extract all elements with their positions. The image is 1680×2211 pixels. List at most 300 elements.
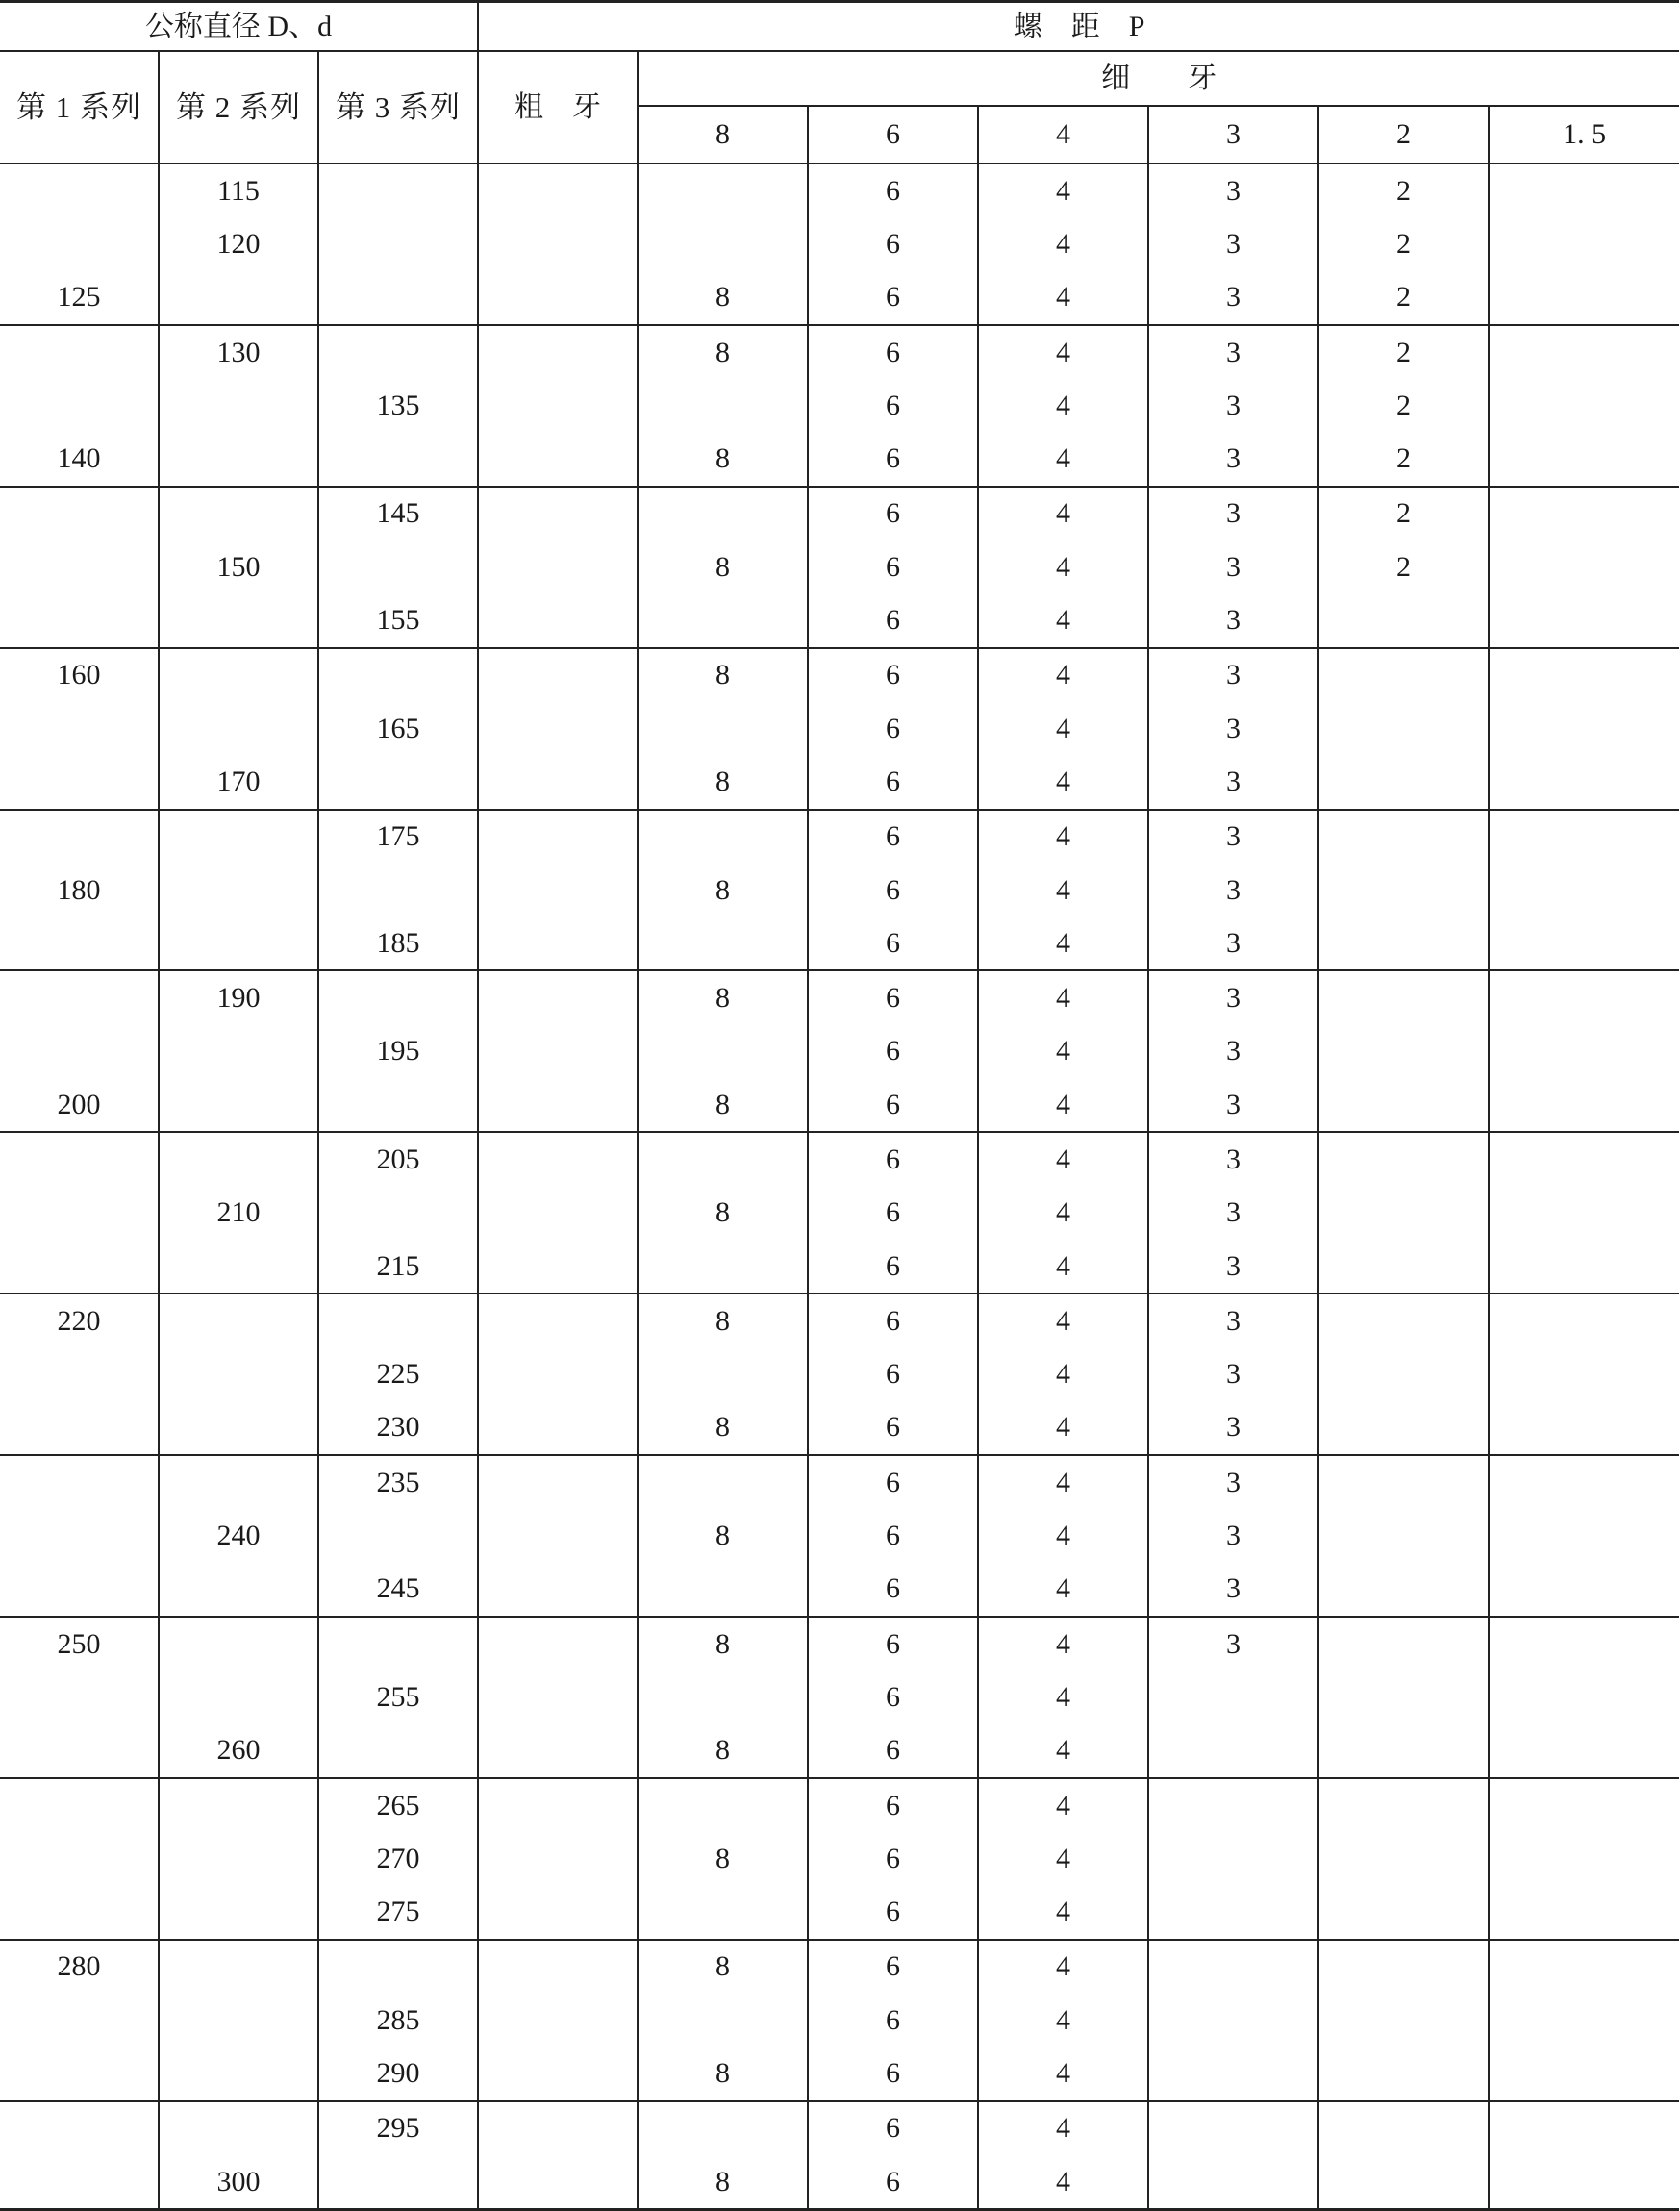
series-3-cell: 290 <box>318 2047 478 2100</box>
series-3-cell: 145 <box>318 487 478 540</box>
fine-4-cell: 4 <box>978 1025 1148 1078</box>
fine-1-5-cell <box>1489 2155 1679 2210</box>
fine-2-cell <box>1318 1617 1489 1671</box>
coarse-cell <box>478 1348 638 1401</box>
fine-1-5-cell <box>1489 917 1679 970</box>
series-2-cell: 170 <box>159 755 318 809</box>
fine-8-cell: 8 <box>638 864 808 917</box>
fine-8-cell: 8 <box>638 1187 808 1240</box>
fine-6-cell: 6 <box>808 1025 978 1078</box>
fine-8-cell: 8 <box>638 1832 808 1885</box>
fine-4-cell: 4 <box>978 1348 1148 1401</box>
fine-2-cell <box>1318 1940 1489 1994</box>
series-1-cell: 160 <box>0 648 159 702</box>
fine-3-cell: 3 <box>1148 271 1318 325</box>
series-3-cell <box>318 271 478 325</box>
fine-6-cell: 6 <box>808 217 978 270</box>
fine-6-cell: 6 <box>808 917 978 970</box>
series-3-cell: 295 <box>318 2101 478 2155</box>
table-row <box>0 2047 1679 2100</box>
series-2-cell <box>159 593 318 647</box>
fine-2-cell <box>1318 1455 1489 1509</box>
coarse-cell <box>478 864 638 917</box>
fine-3-cell: 3 <box>1148 864 1318 917</box>
fine-4-cell: 4 <box>978 702 1148 755</box>
coarse-cell <box>478 487 638 540</box>
table-row <box>0 163 1679 217</box>
series-1-cell <box>0 1132 159 1186</box>
fine-6-cell: 6 <box>808 1348 978 1401</box>
fine-2-cell <box>1318 917 1489 970</box>
series-1-cell <box>0 702 159 755</box>
series-3-cell <box>318 1187 478 1240</box>
fine-1-5-cell <box>1489 1994 1679 2047</box>
fine-2-cell <box>1318 1025 1489 1078</box>
fine-1-5-cell <box>1489 1617 1679 1671</box>
series-3-cell: 185 <box>318 917 478 970</box>
series-3-cell: 135 <box>318 379 478 432</box>
fine-header: 细 牙 <box>638 51 1679 106</box>
table-row <box>0 864 1679 917</box>
series-1-cell <box>0 325 159 379</box>
fine-1-5-cell <box>1489 1671 1679 1723</box>
table-row <box>0 970 1679 1024</box>
series-2-cell: 300 <box>159 2155 318 2210</box>
fine-2-cell <box>1318 1724 1489 1778</box>
series-3-cell <box>318 1294 478 1347</box>
fine-3-cell <box>1148 2101 1318 2155</box>
coarse-cell <box>478 1671 638 1723</box>
series-1-cell <box>0 2155 159 2210</box>
fine-1-5-cell <box>1489 1886 1679 1940</box>
series-2-cell: 190 <box>159 970 318 1024</box>
table-row <box>0 648 1679 702</box>
series-2-cell <box>159 1994 318 2047</box>
fine-3-cell: 3 <box>1148 1401 1318 1455</box>
series-3-cell: 230 <box>318 1401 478 1455</box>
fine-6-cell: 6 <box>808 810 978 864</box>
coarse-cell <box>478 593 638 647</box>
series-1-cell <box>0 755 159 809</box>
table-row <box>0 702 1679 755</box>
fine-4-cell: 4 <box>978 1778 1148 1832</box>
fine-1-5-cell <box>1489 1832 1679 1885</box>
fine-8-cell <box>638 217 808 270</box>
series-2-cell: 240 <box>159 1509 318 1562</box>
fine-pitch-header: 8 <box>638 106 808 163</box>
fine-8-cell: 8 <box>638 1617 808 1671</box>
fine-2-cell <box>1318 1240 1489 1294</box>
fine-2-cell: 2 <box>1318 487 1489 540</box>
fine-4-cell: 4 <box>978 2101 1148 2155</box>
fine-6-cell: 6 <box>808 379 978 432</box>
coarse-cell <box>478 1778 638 1832</box>
fine-1-5-cell <box>1489 593 1679 647</box>
series-2-cell <box>159 1940 318 1994</box>
fine-6-cell: 6 <box>808 970 978 1024</box>
fine-1-5-cell <box>1489 970 1679 1024</box>
fine-8-cell <box>638 1025 808 1078</box>
fine-8-cell <box>638 593 808 647</box>
fine-6-cell: 6 <box>808 1617 978 1671</box>
fine-8-cell <box>638 810 808 864</box>
fine-1-5-cell <box>1489 1455 1679 1509</box>
fine-3-cell: 3 <box>1148 1509 1318 1562</box>
series-1-cell <box>0 487 159 540</box>
fine-3-cell: 3 <box>1148 648 1318 702</box>
fine-4-cell: 4 <box>978 864 1148 917</box>
table-row <box>0 217 1679 270</box>
coarse-cell <box>478 1401 638 1455</box>
fine-6-cell: 6 <box>808 1240 978 1294</box>
fine-8-cell <box>638 487 808 540</box>
fine-2-cell <box>1318 1348 1489 1401</box>
fine-4-cell: 4 <box>978 2047 1148 2100</box>
fine-4-cell: 4 <box>978 810 1148 864</box>
fine-3-cell: 3 <box>1148 487 1318 540</box>
series-2-cell <box>159 1348 318 1401</box>
fine-6-cell: 6 <box>808 1563 978 1617</box>
fine-3-cell: 3 <box>1148 379 1318 432</box>
fine-4-cell: 4 <box>978 1455 1148 1509</box>
fine-6-cell: 6 <box>808 271 978 325</box>
fine-3-cell <box>1148 1832 1318 1885</box>
fine-6-cell: 6 <box>808 2047 978 2100</box>
series-3-cell <box>318 217 478 270</box>
table-row <box>0 1509 1679 1562</box>
fine-8-cell: 8 <box>638 1078 808 1132</box>
table-row <box>0 1401 1679 1455</box>
series-3-cell: 155 <box>318 593 478 647</box>
fine-2-cell <box>1318 1832 1489 1885</box>
fine-3-cell <box>1148 1724 1318 1778</box>
table-row <box>0 1724 1679 1778</box>
table-row <box>0 2101 1679 2155</box>
fine-4-cell: 4 <box>978 1187 1148 1240</box>
series-1-cell <box>0 1832 159 1885</box>
table-row <box>0 379 1679 432</box>
series-2-cell <box>159 1455 318 1509</box>
series-1-cell: 220 <box>0 1294 159 1347</box>
fine-2-cell <box>1318 2155 1489 2210</box>
fine-3-cell <box>1148 1778 1318 1832</box>
coarse-cell <box>478 1294 638 1347</box>
coarse-cell <box>478 432 638 486</box>
coarse-cell <box>478 1078 638 1132</box>
fine-6-cell: 6 <box>808 1778 978 1832</box>
fine-3-cell: 3 <box>1148 1455 1318 1509</box>
fine-2-cell <box>1318 1187 1489 1240</box>
fine-4-cell: 4 <box>978 1132 1148 1186</box>
fine-2-cell <box>1318 2047 1489 2100</box>
series-2-cell <box>159 1778 318 1832</box>
fine-1-5-cell <box>1489 1509 1679 1562</box>
fine-1-5-cell <box>1489 271 1679 325</box>
fine-3-cell: 3 <box>1148 1132 1318 1186</box>
fine-1-5-cell <box>1489 487 1679 540</box>
fine-2-cell: 2 <box>1318 379 1489 432</box>
fine-3-cell: 3 <box>1148 1078 1318 1132</box>
table-row <box>0 1563 1679 1617</box>
fine-2-cell <box>1318 1563 1489 1617</box>
fine-3-cell: 3 <box>1148 970 1318 1024</box>
fine-2-cell <box>1318 702 1489 755</box>
fine-1-5-cell <box>1489 432 1679 486</box>
series-2-cell: 115 <box>159 163 318 217</box>
table-row <box>0 1994 1679 2047</box>
table-row <box>0 432 1679 486</box>
fine-3-cell <box>1148 1994 1318 2047</box>
series-3-cell: 245 <box>318 1563 478 1617</box>
fine-1-5-cell <box>1489 1563 1679 1617</box>
coarse-cell <box>478 1940 638 1994</box>
series-2-cell: 120 <box>159 217 318 270</box>
fine-8-cell <box>638 1563 808 1617</box>
series-2-cell <box>159 271 318 325</box>
fine-8-cell <box>638 1455 808 1509</box>
fine-pitch-header: 3 <box>1148 106 1318 163</box>
series-2-cell <box>159 917 318 970</box>
fine-2-cell: 2 <box>1318 271 1489 325</box>
fine-1-5-cell <box>1489 1078 1679 1132</box>
series-1-cell <box>0 1994 159 2047</box>
series-2-cell <box>159 1563 318 1617</box>
table-row <box>0 917 1679 970</box>
fine-8-cell: 8 <box>638 648 808 702</box>
table-row <box>0 1294 1679 1347</box>
table-row <box>0 1025 1679 1078</box>
series-3-cell: 285 <box>318 1994 478 2047</box>
series-3-cell: 165 <box>318 702 478 755</box>
series-1-header: 第 1 系列 <box>0 51 159 163</box>
series-1-cell <box>0 1240 159 1294</box>
coarse-cell <box>478 970 638 1024</box>
fine-2-cell: 2 <box>1318 163 1489 217</box>
fine-6-cell: 6 <box>808 1832 978 1885</box>
coarse-cell <box>478 1563 638 1617</box>
series-2-header: 第 2 系列 <box>159 51 318 163</box>
series-2-cell <box>159 648 318 702</box>
fine-8-cell <box>638 379 808 432</box>
series-2-cell <box>159 1401 318 1455</box>
fine-4-cell: 4 <box>978 487 1148 540</box>
fine-1-5-cell <box>1489 325 1679 379</box>
fine-4-cell: 4 <box>978 755 1148 809</box>
series-1-cell <box>0 1671 159 1723</box>
fine-8-cell <box>638 1886 808 1940</box>
fine-4-cell: 4 <box>978 163 1148 217</box>
series-3-cell <box>318 325 478 379</box>
coarse-cell <box>478 1617 638 1671</box>
table-row <box>0 755 1679 809</box>
series-3-cell: 225 <box>318 1348 478 1401</box>
fine-2-cell <box>1318 970 1489 1024</box>
series-1-cell <box>0 163 159 217</box>
series-1-cell <box>0 1724 159 1778</box>
fine-6-cell: 6 <box>808 1940 978 1994</box>
fine-4-cell: 4 <box>978 593 1148 647</box>
series-1-cell <box>0 917 159 970</box>
series-1-cell <box>0 810 159 864</box>
series-1-cell <box>0 1025 159 1078</box>
coarse-cell <box>478 1832 638 1885</box>
series-1-cell: 200 <box>0 1078 159 1132</box>
fine-2-cell <box>1318 593 1489 647</box>
series-2-cell <box>159 1294 318 1347</box>
table-row <box>0 1778 1679 1832</box>
table-row <box>0 1886 1679 1940</box>
fine-3-cell <box>1148 1940 1318 1994</box>
fine-2-cell: 2 <box>1318 540 1489 593</box>
table-row <box>0 487 1679 540</box>
fine-1-5-cell <box>1489 755 1679 809</box>
fine-4-cell: 4 <box>978 1509 1148 1562</box>
table-row <box>0 1078 1679 1132</box>
fine-6-cell: 6 <box>808 325 978 379</box>
fine-3-cell: 3 <box>1148 702 1318 755</box>
coarse-cell <box>478 648 638 702</box>
fine-4-cell: 4 <box>978 2155 1148 2210</box>
fine-4-cell: 4 <box>978 1994 1148 2047</box>
series-1-cell: 140 <box>0 432 159 486</box>
fine-3-cell: 3 <box>1148 1240 1318 1294</box>
fine-1-5-cell <box>1489 1132 1679 1186</box>
series-2-cell <box>159 1240 318 1294</box>
table-row <box>0 1671 1679 1723</box>
fine-3-cell: 3 <box>1148 1617 1318 1671</box>
fine-8-cell <box>638 1348 808 1401</box>
fine-8-cell <box>638 163 808 217</box>
fine-8-cell: 8 <box>638 1509 808 1562</box>
fine-1-5-cell <box>1489 864 1679 917</box>
coarse-cell <box>478 2047 638 2100</box>
series-3-cell: 175 <box>318 810 478 864</box>
series-3-cell <box>318 432 478 486</box>
fine-2-cell <box>1318 1778 1489 1832</box>
series-1-cell <box>0 1455 159 1509</box>
series-2-cell <box>159 810 318 864</box>
fine-6-cell: 6 <box>808 648 978 702</box>
fine-8-cell: 8 <box>638 755 808 809</box>
fine-4-cell: 4 <box>978 1671 1148 1723</box>
fine-6-cell: 6 <box>808 755 978 809</box>
fine-2-cell <box>1318 1671 1489 1723</box>
fine-3-cell: 3 <box>1148 325 1318 379</box>
series-2-cell <box>159 1832 318 1885</box>
table-row <box>0 1132 1679 1186</box>
fine-4-cell: 4 <box>978 1401 1148 1455</box>
fine-4-cell: 4 <box>978 1832 1148 1885</box>
fine-1-5-cell <box>1489 1778 1679 1832</box>
fine-4-cell: 4 <box>978 1617 1148 1671</box>
fine-4-cell: 4 <box>978 217 1148 270</box>
series-1-cell <box>0 379 159 432</box>
series-3-cell: 195 <box>318 1025 478 1078</box>
series-1-cell <box>0 1886 159 1940</box>
fine-4-cell: 4 <box>978 1563 1148 1617</box>
fine-8-cell: 8 <box>638 271 808 325</box>
coarse-cell <box>478 271 638 325</box>
table-row <box>0 325 1679 379</box>
fine-3-cell: 3 <box>1148 593 1318 647</box>
fine-3-cell: 3 <box>1148 217 1318 270</box>
series-3-cell: 275 <box>318 1886 478 1940</box>
coarse-cell <box>478 1025 638 1078</box>
coarse-cell <box>478 163 638 217</box>
fine-4-cell: 4 <box>978 432 1148 486</box>
fine-3-cell <box>1148 2047 1318 2100</box>
series-3-cell <box>318 1940 478 1994</box>
fine-6-cell: 6 <box>808 1187 978 1240</box>
table-row <box>0 540 1679 593</box>
fine-2-cell: 2 <box>1318 432 1489 486</box>
series-3-cell <box>318 864 478 917</box>
fine-6-cell: 6 <box>808 2101 978 2155</box>
fine-3-cell: 3 <box>1148 1294 1318 1347</box>
series-3-cell <box>318 540 478 593</box>
fine-8-cell <box>638 1778 808 1832</box>
series-3-cell <box>318 1078 478 1132</box>
series-1-cell: 180 <box>0 864 159 917</box>
series-1-cell <box>0 1509 159 1562</box>
fine-4-cell: 4 <box>978 1078 1148 1132</box>
fine-4-cell: 4 <box>978 540 1148 593</box>
series-1-cell <box>0 1187 159 1240</box>
fine-2-cell <box>1318 2101 1489 2155</box>
series-1-cell <box>0 1778 159 1832</box>
coarse-cell <box>478 917 638 970</box>
series-3-cell: 235 <box>318 1455 478 1509</box>
fine-3-cell: 3 <box>1148 1348 1318 1401</box>
fine-6-cell: 6 <box>808 1078 978 1132</box>
coarse-cell <box>478 540 638 593</box>
fine-2-cell <box>1318 1994 1489 2047</box>
series-1-cell: 125 <box>0 271 159 325</box>
fine-1-5-cell <box>1489 648 1679 702</box>
fine-6-cell: 6 <box>808 1455 978 1509</box>
fine-4-cell: 4 <box>978 648 1148 702</box>
fine-pitch-header: 1. 5 <box>1489 106 1679 163</box>
coarse-cell <box>478 217 638 270</box>
fine-8-cell <box>638 2101 808 2155</box>
coarse-cell <box>478 2155 638 2210</box>
fine-3-cell: 3 <box>1148 540 1318 593</box>
series-3-cell: 270 <box>318 1832 478 1885</box>
fine-2-cell <box>1318 1886 1489 1940</box>
fine-6-cell: 6 <box>808 2155 978 2210</box>
fine-6-cell: 6 <box>808 1294 978 1347</box>
coarse-cell <box>478 379 638 432</box>
series-3-cell <box>318 1617 478 1671</box>
table-body <box>0 163 1679 2210</box>
table-row <box>0 1240 1679 1294</box>
series-3-cell <box>318 163 478 217</box>
coarse-cell <box>478 1132 638 1186</box>
fine-2-cell <box>1318 648 1489 702</box>
fine-4-cell: 4 <box>978 970 1148 1024</box>
fine-8-cell <box>638 1240 808 1294</box>
fine-8-cell: 8 <box>638 432 808 486</box>
fine-1-5-cell <box>1489 1025 1679 1078</box>
fine-6-cell: 6 <box>808 593 978 647</box>
fine-1-5-cell <box>1489 1240 1679 1294</box>
series-1-cell <box>0 217 159 270</box>
series-2-cell <box>159 432 318 486</box>
fine-2-cell: 2 <box>1318 217 1489 270</box>
series-3-cell: 205 <box>318 1132 478 1186</box>
coarse-cell <box>478 1886 638 1940</box>
fine-1-5-cell <box>1489 1187 1679 1240</box>
